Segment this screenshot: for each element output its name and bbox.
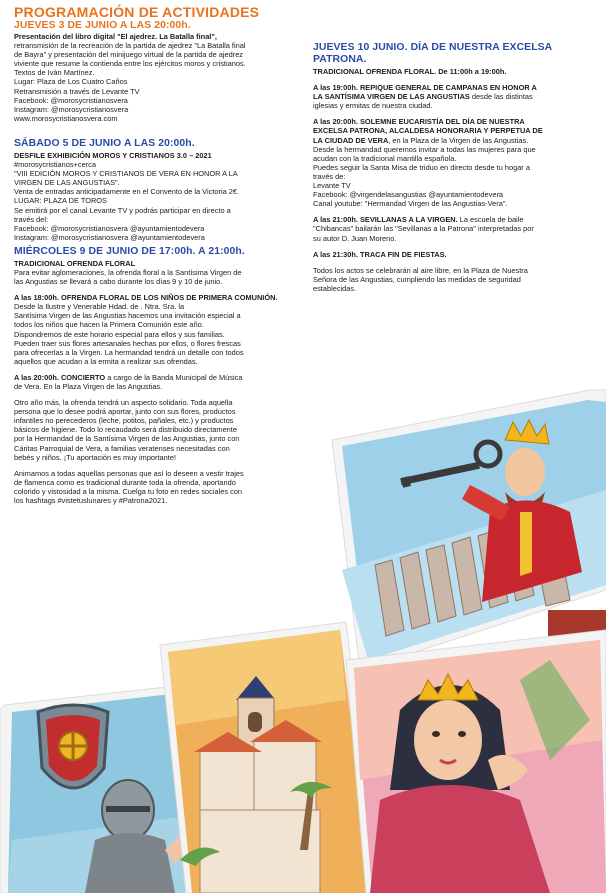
body-line: a cargo de la Banda Municipal de Música [105, 372, 243, 382]
body-line: para ofrecerlas a la Virgen. La hermandad tendrá un detalle con todos [14, 347, 244, 357]
body-line: Pueden traer sus flores artesanales hechas por ellos, o flores frescas [14, 338, 241, 348]
body-line: los hashtags #vistetuslunares y #Patrona2021. [14, 496, 168, 506]
primera-comunion-paragraph [14, 293, 286, 366]
body-line: Textos de Iván Martínez. [14, 68, 95, 78]
body-line: Para evitar aglomeraciones, la ofrenda floral a la Santísima Virgen de [14, 267, 242, 277]
body-line: Cáritas Parroquial de Vera, a familias veratenses necesitadas con [14, 443, 230, 453]
page-title: PROGRAMACIÓN DE ACTIVIDADES [14, 4, 260, 20]
body-line: La escuela de baile [457, 215, 524, 225]
body-line: Levante TV [313, 181, 351, 191]
body-line: bebés y niños. ¡Tu aportación es muy importante! [14, 452, 176, 462]
sevillanas-paragraph [313, 215, 583, 242]
traca-heading: A las 21:30h. TRACA FIN DE FIESTAS. [313, 249, 447, 259]
sabado-5-subtitle: DESFILE EXHIBICIÓN MOROS Y CRISTIANOS 3.0 – 2021 [14, 150, 212, 160]
heading-line: PATRONA. [313, 54, 367, 65]
body-line: infantiles no perecederos (leche, potitos, pañales, etc.) y productos [14, 416, 234, 426]
heading-jueves-3: JUEVES 3 DE JUNIO A LAS 20:00h. [14, 20, 191, 31]
eucaristia-heading: EXCELSA PATRONA, ALCALDESA HONORARIA Y PERPETUA DE [313, 126, 543, 136]
body-line: "Chibancas" bailarán las "Sevillanas a la Patrona" interpretadas por [313, 224, 534, 234]
body-line: viviente que resume la contienda entre los ejércitos moros y cristianos. [14, 59, 246, 69]
body-line: Animamos a todas aquellas personas que así lo deseen a vestir trajes [14, 468, 244, 478]
primera-comunion-heading: A las 18:00h. OFRENDA FLORAL DE LOS NIÑOS DE PRIMERA COMUNIÓN. [14, 293, 278, 303]
heading-line: JUEVES 10 JUNIO. DÍA DE NUESTRA EXCELSA [313, 42, 553, 53]
body-line: básicos de higiene. Todo lo recaudado será distribuido directamente [14, 425, 237, 435]
body-line: Facebook: @morosycristianosvera @ayuntamientodevera [14, 223, 205, 233]
body-line: aquellos que acudan a la ermita a realizar sus ofrendas. [14, 356, 198, 366]
photo-king-with-key [332, 390, 606, 670]
body-line: establecidas. [313, 283, 357, 293]
body-line: Santísima Virgen de las Angustias hacemos una invitación especial a [14, 311, 241, 321]
body-line: Otro año más, la ofrenda tendrá un aspecto solidario. Toda aquella [14, 398, 233, 408]
sevillanas-heading: A las 21:00h. SEVILLANAS A LA VIRGEN. [313, 215, 458, 225]
heading-sabado-5: SÁBADO 5 DE JUNIO A LAS 20:00h. [14, 137, 195, 149]
body-line: Señora de las Angustias, cumpliendo las medidas de seguridad [313, 274, 521, 284]
body-line: Desde la Ilustre y Venerable Hdad. de . Ntra. Sra. la [14, 302, 185, 312]
campanas-paragraph [313, 83, 583, 110]
illustration-collage [0, 380, 606, 893]
body-line: Todos los actos se celebrarán al aire libre, en la Plaza de Nuestra [313, 265, 528, 275]
body-line: acudan con la tradicional mantilla española. [313, 153, 457, 163]
shield-icon [38, 705, 108, 788]
body-line: de Vera. En la Plaza Virgen de las Angustias. [14, 382, 163, 391]
body-line: VIRGEN DE LAS ANGUSTIAS". [14, 178, 120, 188]
campanas-heading: LA SANTÍSIMA VIRGEN DE LAS ANGUSTIAS [313, 92, 470, 102]
right-column [313, 42, 583, 300]
closing-paragraph [313, 266, 583, 293]
body-line: Puedes seguir la Santa Misa de triduo en directo desde tu hogar a [313, 162, 530, 172]
ofrenda-intro [14, 268, 286, 286]
body-line: Se emitirá por el canal Levante TV y podrás participar en directo a [14, 205, 231, 215]
body-line: todos los niños que hacen la Primera Comunión este año. [14, 320, 204, 330]
body-line: iglesias y ermitas de nuestra ciudad. [313, 101, 433, 111]
eucaristia-heading: LA CIUDAD DE VERA [313, 135, 389, 145]
body-line: Instagram: @morosycristianosvera [14, 104, 129, 114]
eucaristia-heading: A las 20:00h. SOLEMNE EUCARISTÍA DEL DÍA DE NUESTRA [313, 117, 525, 127]
body-line: , en la Plaza de la Virgen de las Angustias. [388, 135, 529, 145]
body-line: LUGAR: PLAZA DE TOROS [14, 196, 107, 206]
heading-jueves-10 [313, 42, 583, 66]
body-line: través de: [313, 171, 346, 181]
body-line: Retransmisión a través de Levante TV [14, 86, 140, 96]
body-line: través del: [14, 214, 49, 224]
body-line: www.morosycristianosvera.com [14, 113, 118, 123]
body-line: colorido y vistosidad a la misma. Cuelga tu foto en redes sociales con [14, 486, 242, 496]
jueves-3-body [14, 32, 286, 123]
body-line: desde las distintas [469, 92, 533, 102]
eucaristia-paragraph [313, 117, 583, 208]
body-line: Facebook: @morosycristianosvera [14, 95, 128, 105]
heading-miercoles-9: MIÉRCOLES 9 DE JUNIO DE 17:00h. A 21:00h. [14, 245, 245, 257]
jueves-10-subtitle: TRADICIONAL OFRENDA FLORAL. De 11:00h a 19:00h. [313, 67, 507, 76]
section-sabado-5 [14, 138, 286, 242]
body-line: Desde la hermandad queremos invitar a todas las mujeres para que [313, 144, 536, 154]
body-line: las Angustias se llevará a cabo durante los días 9 y 10 de junio. [14, 277, 223, 287]
body-line: por la Hermandad de la Santísima Virgen de las Angustias, junto con [14, 434, 240, 444]
concierto-heading: A las 20:00h. CONCIERTO [14, 372, 106, 382]
body-line: de flamenca como es tradicional durante toda la ofrenda, aportando [14, 477, 236, 487]
miercoles-9-subtitle: TRADICIONAL OFRENDA FLORAL [14, 258, 136, 268]
body-line: de Bayra" y presentación del minijuego virtual de la partida de ajedrez [14, 50, 243, 60]
body-line: persona que lo desee podrá aportar, junto con sus flores, productos [14, 407, 236, 417]
body-line: Venta de entradas anticipadamente en el Convento de la Victoria 2€. [14, 187, 240, 197]
photo-queen [346, 630, 606, 893]
body-line: "VIII EDICIÓN MOROS Y CRISTIANOS DE VERA EN HONOR A LA [14, 169, 238, 179]
section-jueves-3 [14, 20, 286, 123]
campanas-heading: A las 19:00h. REPIQUE GENERAL DE CAMPANAS EN HONOR A [313, 83, 537, 93]
body-line: Presentación del libro digital "El ajedrez. La Batalla final", [14, 32, 217, 41]
body-line: Lugar: Plaza de Los Cuatro Caños [14, 77, 128, 87]
body-line: retransmisión de la recreación de la partida de ajedrez "La Batalla final [14, 41, 246, 51]
body-line: Dispondremos de este horario especial para ellos y sus familias. [14, 329, 225, 339]
body-line: Instagram: @morosycristianosvera @ayuntamientodevera [14, 232, 205, 242]
body-line: Facebook: @virgendelasangustias @ayuntamientodevera [313, 190, 504, 200]
body-line: Canal youtube: "Hermandad Virgen de las Angustias-Vera". [313, 199, 508, 209]
body-line: #morosycristianos+cerca [14, 160, 96, 170]
body-line: su autor D. Juan Moreno. [313, 233, 397, 243]
